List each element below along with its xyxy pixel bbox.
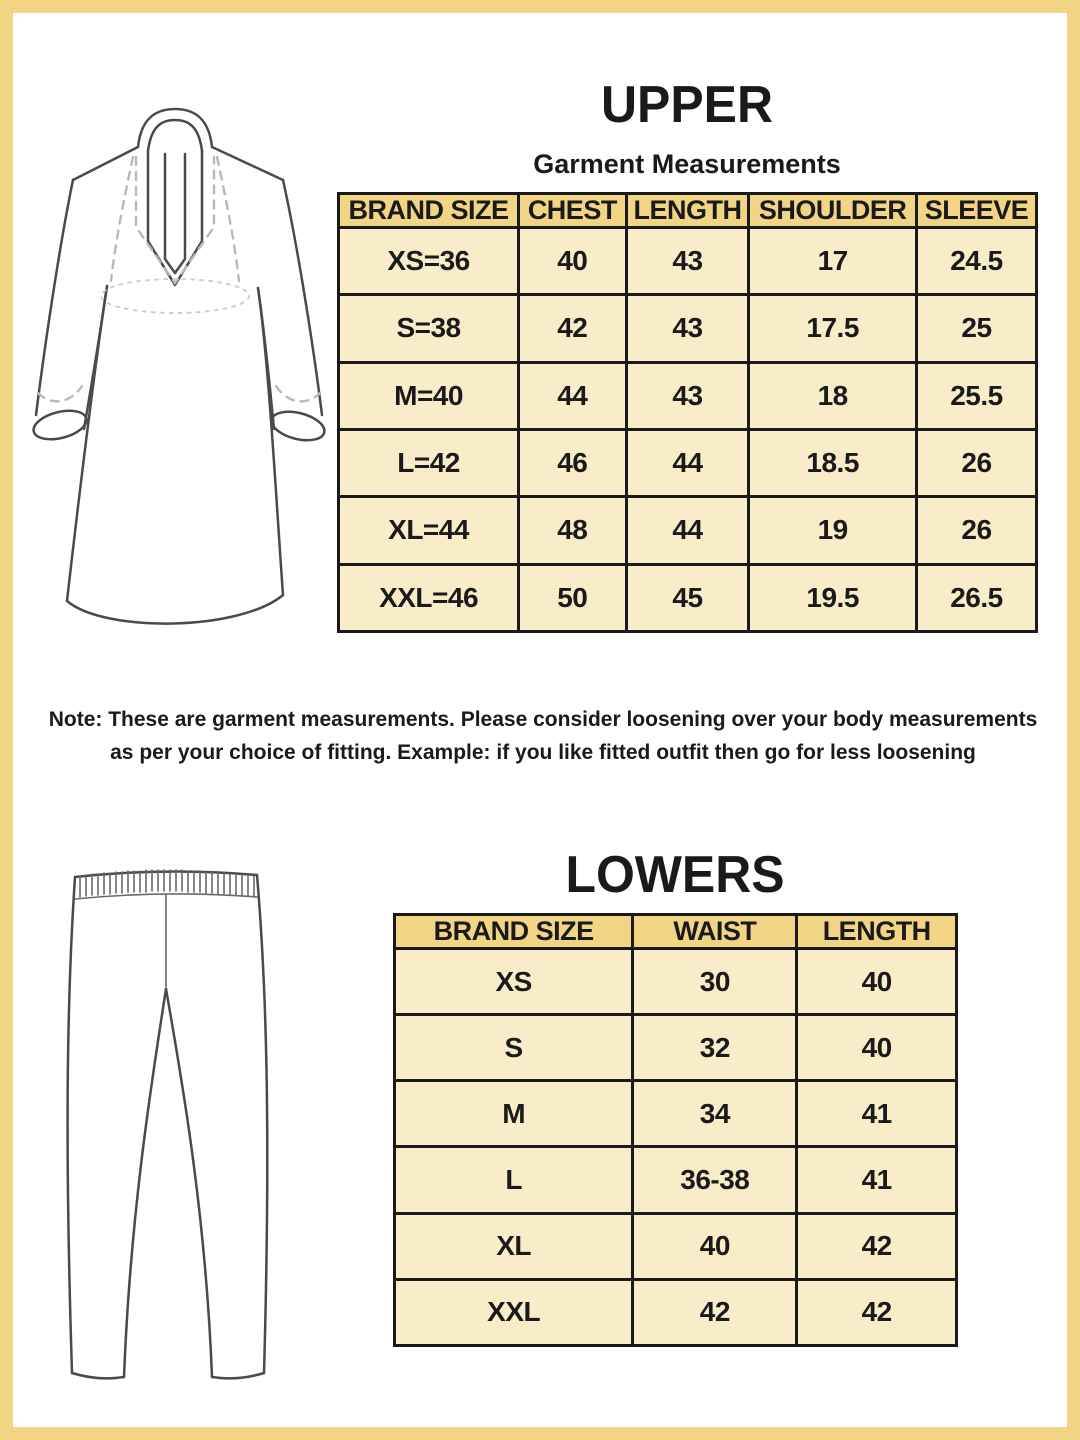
leggings-inner-right — [166, 989, 212, 1377]
table-cell: 40 — [519, 228, 626, 295]
table-cell: 24.5 — [916, 228, 1036, 295]
table-cell: 48 — [519, 497, 626, 564]
table-cell: 40 — [797, 949, 957, 1015]
table-cell: 50 — [519, 564, 626, 631]
table-row — [395, 1213, 957, 1279]
size-chart-content — [13, 13, 1067, 1427]
kurta-placket-inner — [165, 154, 185, 273]
upper-subtitle: Garment Measurements — [533, 149, 841, 179]
lowers-title: LOWERS — [565, 846, 785, 904]
table-cell: 43 — [626, 362, 749, 429]
table-cell: XXL — [395, 1279, 633, 1345]
leggings-inner-left — [124, 989, 166, 1377]
table-row — [339, 497, 1037, 564]
kurta-shoulder-right — [212, 147, 283, 180]
leggings-outer-left — [68, 877, 75, 1373]
table-row — [339, 564, 1037, 631]
kurta-hem — [67, 595, 283, 624]
table-cell: 26.5 — [916, 564, 1036, 631]
table-header-row — [395, 915, 957, 949]
column-header: LENGTH — [626, 194, 749, 228]
kurta-body-right — [258, 288, 283, 595]
table-cell: 34 — [633, 1081, 797, 1147]
table-cell: 40 — [633, 1213, 797, 1279]
column-header: CHEST — [519, 194, 626, 228]
table-cell: 17 — [749, 228, 917, 295]
kurta-collar-inner — [148, 120, 202, 151]
kurta-cuff-dash-right — [276, 386, 320, 401]
table-cell: 42 — [797, 1213, 957, 1279]
table-cell: 19.5 — [749, 564, 917, 631]
table-cell: 32 — [633, 1015, 797, 1081]
kurta-yoke-dash-left — [111, 157, 133, 281]
kurta-body-left — [67, 286, 107, 601]
table-row — [339, 429, 1037, 496]
table-cell: 41 — [797, 1147, 957, 1213]
column-header: WAIST — [633, 915, 797, 949]
note-line-1: Note: These are garment measurements. Please consider loosening over your body measurements — [48, 708, 1038, 731]
table-cell: M — [395, 1081, 633, 1147]
kurta-line-drawing-svg — [15, 33, 350, 683]
upper-measurements-table — [337, 192, 1038, 633]
column-header: SLEEVE — [916, 194, 1036, 228]
table-cell: M=40 — [339, 362, 519, 429]
table-row — [395, 1279, 957, 1345]
table-cell: 45 — [626, 564, 749, 631]
lowers-measurements-table — [393, 913, 958, 1347]
column-header: LENGTH — [797, 915, 957, 949]
table-row — [339, 228, 1037, 295]
table-cell: 36-38 — [633, 1147, 797, 1213]
table-cell: L=42 — [339, 429, 519, 496]
column-header: SHOULDER — [749, 194, 917, 228]
table-row — [339, 295, 1037, 362]
table-cell: 18 — [749, 362, 917, 429]
note-line-2: as per your choice of fitting. Example: if you like fitted outfit then go for less loosening — [110, 741, 976, 764]
table-cell: 42 — [519, 295, 626, 362]
table-cell: 19 — [749, 497, 917, 564]
leggings-ankle-left — [72, 1373, 124, 1378]
kurta-illustration — [15, 33, 350, 683]
leggings-outer-right — [257, 875, 267, 1373]
table-row — [339, 362, 1037, 429]
table-cell: 30 — [633, 949, 797, 1015]
table-cell: 43 — [626, 295, 749, 362]
kurta-yoke-dash-right — [217, 157, 239, 281]
table-row — [395, 949, 957, 1015]
lowers-table-wrap — [393, 913, 958, 1347]
table-cell: 25.5 — [916, 362, 1036, 429]
table-row — [395, 1015, 957, 1081]
kurta-sleeve-left-outer — [36, 180, 73, 415]
table-cell: 44 — [626, 429, 749, 496]
column-header: BRAND SIZE — [395, 915, 633, 949]
table-cell: XL — [395, 1213, 633, 1279]
table-cell: 25 — [916, 295, 1036, 362]
table-cell: XS=36 — [339, 228, 519, 295]
table-cell: 44 — [626, 497, 749, 564]
table-cell: 40 — [797, 1015, 957, 1081]
table-cell: 44 — [519, 362, 626, 429]
upper-table-wrap — [337, 192, 1038, 633]
table-row — [395, 1081, 957, 1147]
table-cell: 26 — [916, 497, 1036, 564]
leggings-illustration — [58, 861, 358, 1411]
table-cell: S=38 — [339, 295, 519, 362]
table-cell: XS — [395, 949, 633, 1015]
kurta-cuff-left — [31, 406, 90, 444]
kurta-sleeve-right-outer — [283, 180, 322, 415]
table-cell: 42 — [797, 1279, 957, 1345]
table-cell: XL=44 — [339, 497, 519, 564]
leggings-ankle-right — [212, 1373, 264, 1378]
table-cell: 26 — [916, 429, 1036, 496]
table-cell: XXL=46 — [339, 564, 519, 631]
measurement-note — [43, 703, 1043, 769]
kurta-cuff-right — [269, 407, 328, 445]
table-cell: 46 — [519, 429, 626, 496]
table-cell: 18.5 — [749, 429, 917, 496]
table-header-row — [339, 194, 1037, 228]
table-cell: 17.5 — [749, 295, 917, 362]
kurta-placket-outer — [148, 151, 202, 285]
kurta-cuff-dash-left — [38, 386, 82, 401]
table-cell: 42 — [633, 1279, 797, 1345]
table-cell: L — [395, 1147, 633, 1213]
table-cell: S — [395, 1015, 633, 1081]
upper-title: UPPER — [601, 76, 773, 134]
column-header: BRAND SIZE — [339, 194, 519, 228]
table-row — [395, 1147, 957, 1213]
table-cell: 43 — [626, 228, 749, 295]
table-cell: 41 — [797, 1081, 957, 1147]
leggings-line-drawing-svg — [58, 861, 358, 1411]
